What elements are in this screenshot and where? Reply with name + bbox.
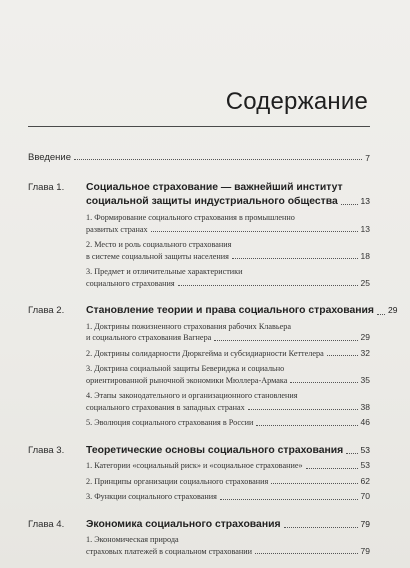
- chapter-label: Глава 3.: [28, 444, 65, 456]
- section-entry: [28, 417, 370, 429]
- page-number: 13: [360, 195, 370, 206]
- section-title: социального страхования: [86, 278, 175, 288]
- page-number: 46: [360, 417, 370, 427]
- dot-leader: [151, 231, 358, 232]
- dot-leader: [178, 285, 358, 286]
- section-title: развитых странах: [86, 224, 148, 234]
- toc-entry-intro: [28, 152, 370, 163]
- intro-label: Введение: [28, 152, 72, 163]
- page-number: 70: [360, 491, 370, 501]
- section-title: 3. Предмет и отличительные характеристики: [86, 267, 243, 276]
- chapter-block: [28, 518, 370, 558]
- page-number: 29: [360, 332, 370, 342]
- section-title: социального страхования в западных странах: [86, 402, 245, 412]
- section-title: и социального страхования Вагнера: [86, 333, 212, 342]
- title-divider: [28, 126, 370, 127]
- dot-leader: [341, 204, 358, 205]
- section-entry: [28, 491, 370, 503]
- chapter-title: Экономика социального страхования: [86, 518, 281, 530]
- chapter-heading: [28, 518, 370, 532]
- chapter-title: социальной защиты индустриального общества: [86, 195, 338, 207]
- page-number: 79: [360, 518, 370, 529]
- section-title: 4. Этапы законодательного и организационного становления: [86, 391, 298, 400]
- dot-leader: [248, 409, 358, 410]
- dot-leader: [290, 382, 357, 383]
- chapter-title: Становление теории и права социального страхования: [86, 305, 374, 316]
- section-title: 3. Доктрина социальной защиты Бевериджа и социально: [86, 364, 285, 373]
- page-number: 18: [360, 250, 370, 261]
- section-title: ориентированной рыночной экономики Мюллера-Армака: [86, 375, 288, 385]
- chapter-heading: [28, 444, 370, 458]
- dot-leader: [256, 425, 357, 426]
- chapter-title: Теоретические основы социального страхования: [86, 444, 344, 456]
- page-title: Содержание: [225, 88, 368, 115]
- section-entry: [28, 212, 370, 235]
- dot-leader: [232, 258, 358, 259]
- section-entry: [28, 390, 370, 413]
- section-entry: [28, 534, 370, 557]
- page-number: 32: [360, 347, 370, 358]
- section-title: 1. Формирование социального страхования в промышленно: [86, 213, 295, 222]
- chapter-block: [28, 444, 370, 503]
- dot-leader: [220, 499, 358, 500]
- chapter-block: [28, 304, 398, 429]
- chapter-label: Глава 4.: [28, 518, 65, 530]
- dot-leader: [255, 553, 357, 554]
- section-title: 1. Категории «социальный риск» и «социальное страхование»: [86, 461, 303, 470]
- dot-leader: [271, 483, 357, 484]
- section-entry: [28, 321, 370, 344]
- section-title: страховых платежей в социальном страховании: [86, 546, 253, 556]
- section-title: 2. Принципы организации социального страхования: [86, 476, 269, 486]
- page-number: 25: [360, 277, 370, 288]
- page-number: 53: [360, 460, 370, 470]
- dot-leader: [306, 468, 358, 469]
- section-title: 1. Доктрины пожизненного страхования рабочих Клавьера: [86, 321, 291, 331]
- chapter-heading: [28, 304, 398, 318]
- section-title: 2. Доктрины солидарности Дюркгейма и субсидиарности Кеттелера: [86, 348, 324, 358]
- page-number: 53: [360, 444, 370, 455]
- page-number: 13: [360, 223, 370, 234]
- section-title: 2. Место и роль социального страхования: [86, 240, 232, 249]
- dot-leader: [377, 314, 385, 315]
- page-number: 35: [360, 374, 370, 385]
- section-title: в системе социальной защиты населения: [86, 251, 229, 261]
- section-entry: [28, 239, 370, 262]
- section-title: 3. Функции социального страхования: [86, 492, 217, 501]
- chapter-block: [28, 181, 370, 289]
- page-number: 38: [360, 401, 370, 412]
- chapter-label: Глава 2.: [28, 305, 65, 316]
- table-of-contents: [28, 152, 398, 557]
- section-entry: [28, 476, 370, 488]
- dot-leader: [327, 355, 358, 356]
- dot-leader: [346, 453, 357, 454]
- section-entry: [28, 266, 370, 289]
- chapter-title: Социальное страхование — важнейший институт: [86, 182, 343, 193]
- section-entry: [28, 348, 370, 360]
- section-title: 5. Эволюция социального страхования в России: [86, 418, 254, 427]
- page-number: 29: [387, 305, 398, 315]
- section-entry: [28, 363, 370, 386]
- page-number: 79: [360, 545, 370, 556]
- dot-leader: [284, 527, 358, 528]
- dot-leader: [74, 159, 362, 160]
- chapter-label: Глава 1.: [28, 182, 65, 193]
- page-number: 7: [365, 153, 370, 163]
- page-number: 62: [360, 475, 370, 486]
- dot-leader: [214, 340, 357, 341]
- section-title: 1. Экономическая природа: [86, 535, 179, 544]
- section-entry: [28, 460, 370, 472]
- chapter-heading: [28, 181, 370, 208]
